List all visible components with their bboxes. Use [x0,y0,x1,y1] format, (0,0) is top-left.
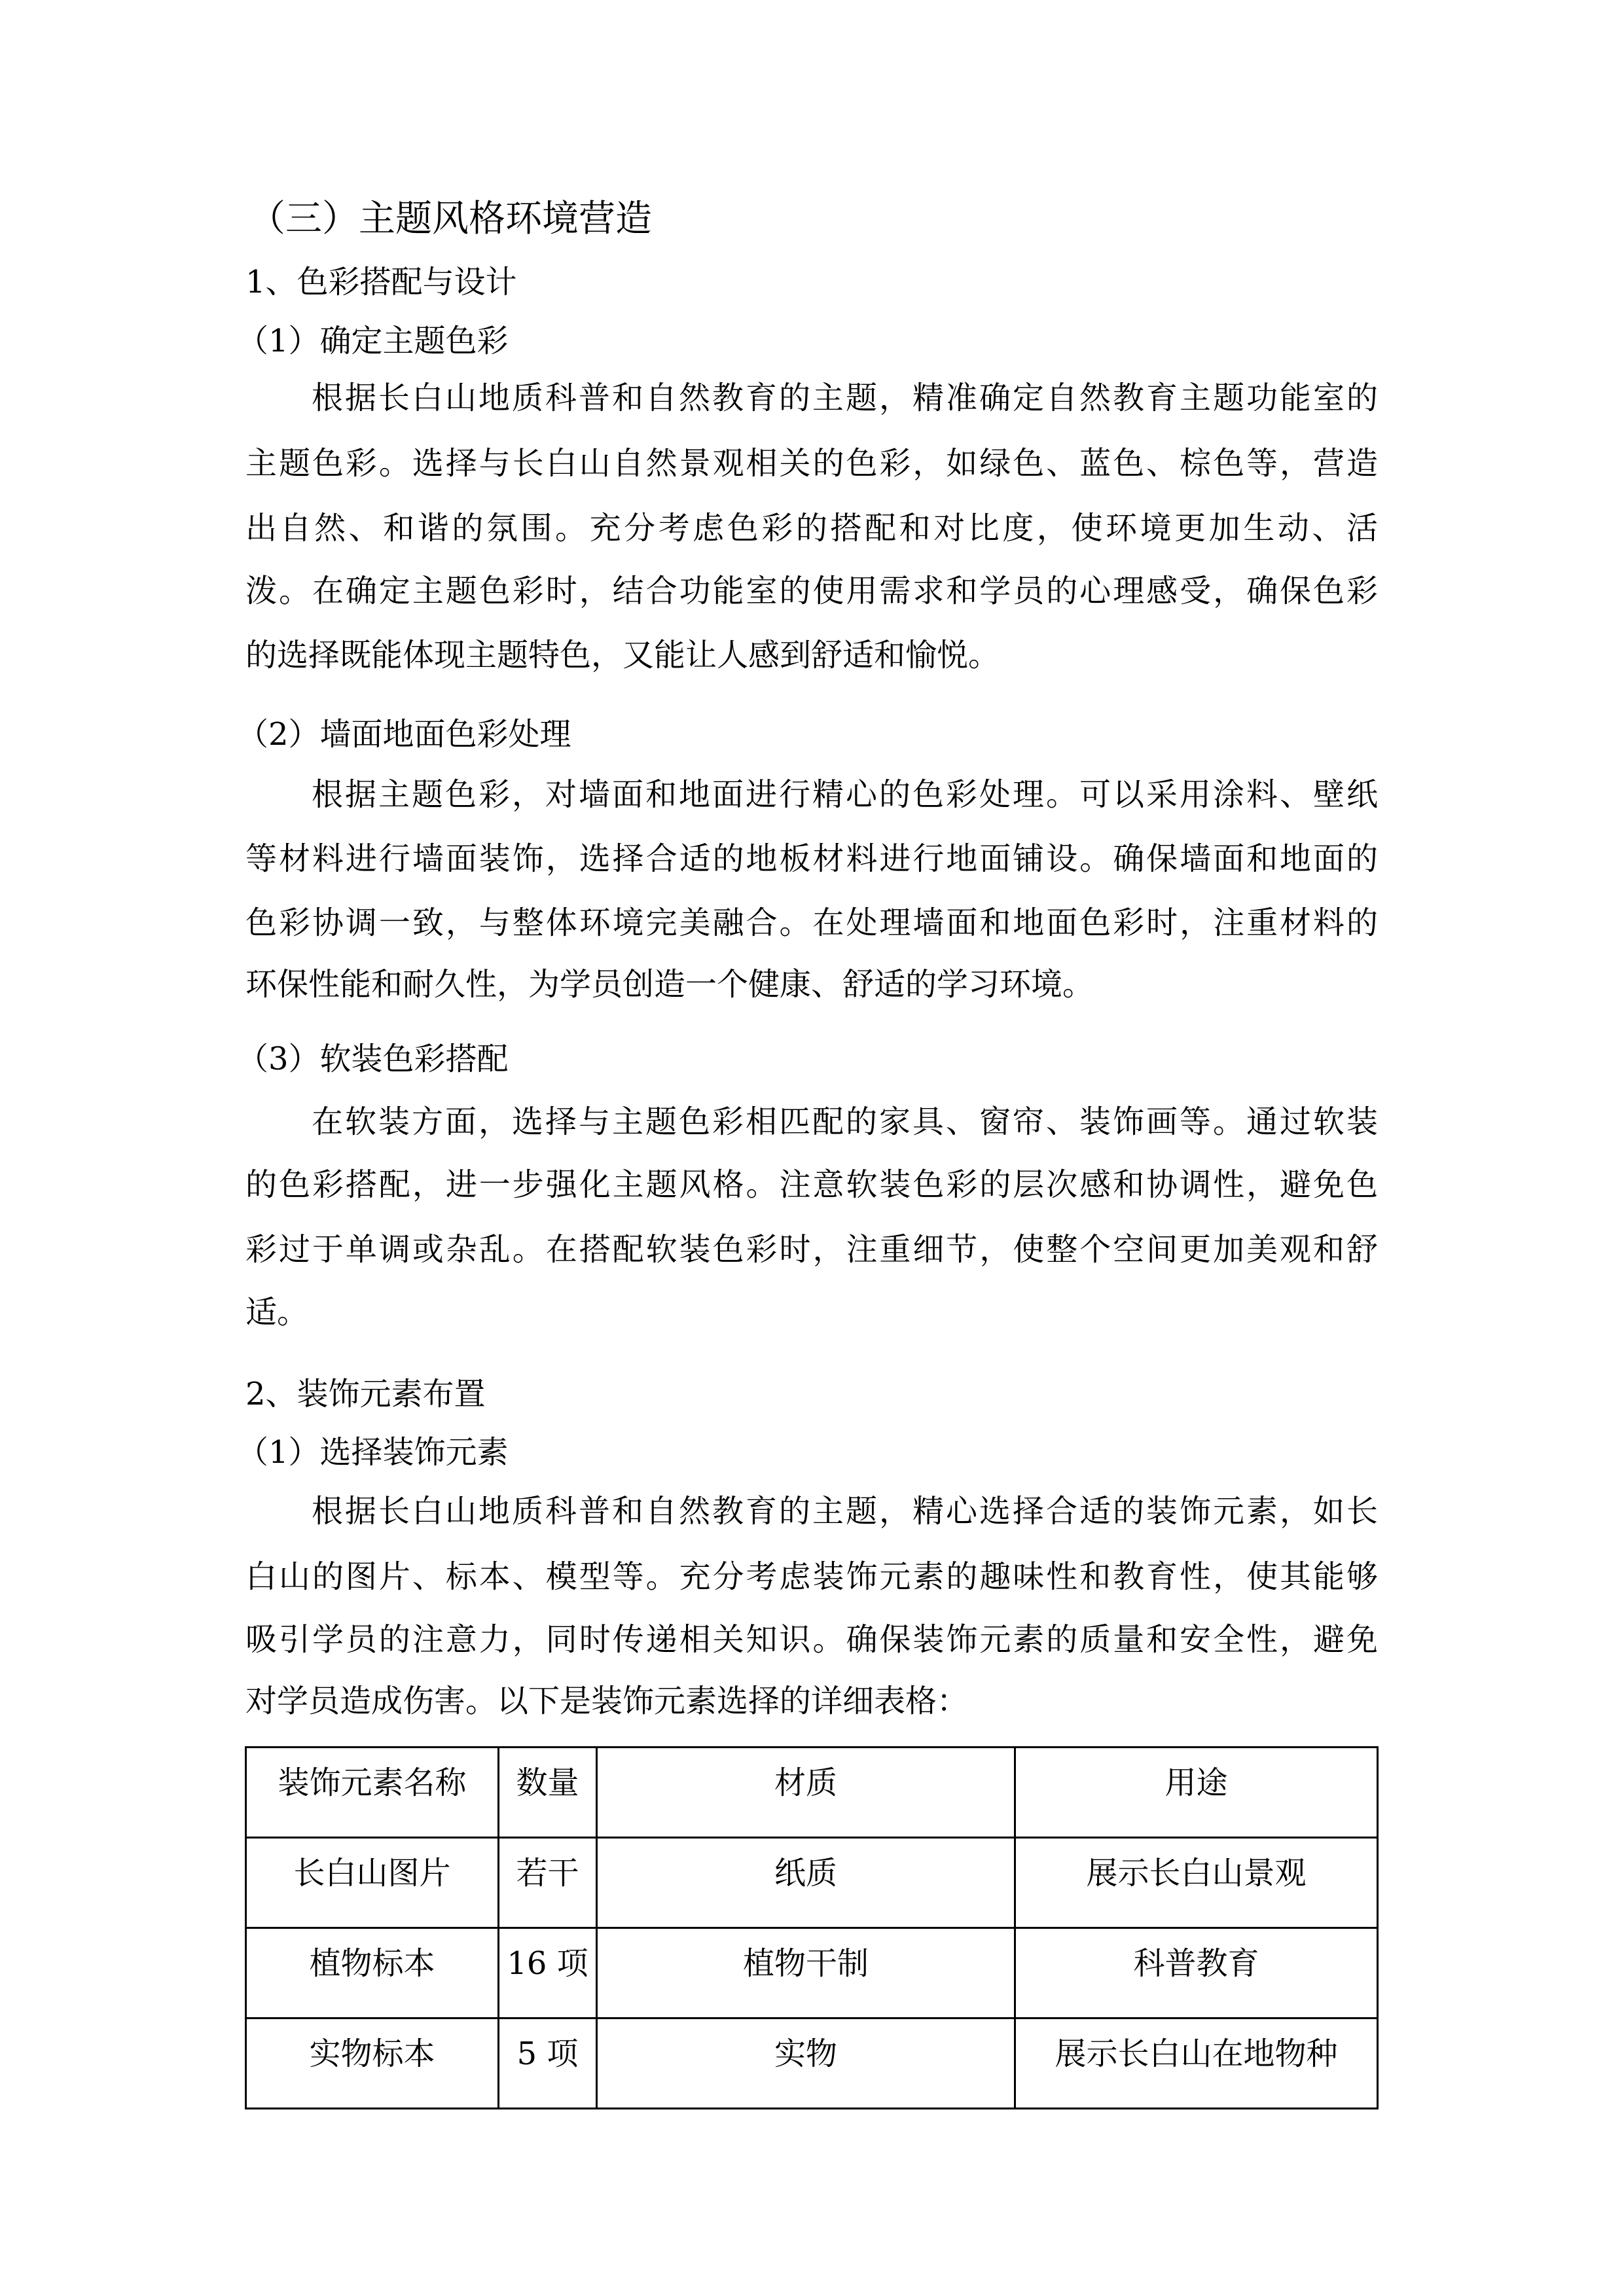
table-cell: 实物 [597,2018,1015,2109]
heading-color-design: 1、色彩搭配与设计 [245,264,517,300]
table-row [246,1928,1378,2018]
subheading-theme-color: （1）确定主题色彩 [237,323,509,359]
paragraph-line: 色彩协调一致，与整体环境完美融合。在处理墙面和地面色彩时，注重材料的 [245,905,1378,941]
heading-decoration: 2、装饰元素布置 [245,1376,486,1412]
section-title: （三）主题风格环境营造 [249,198,652,240]
paragraph-line: 的色彩搭配，进一步强化主题风格。注意软装色彩的层次感和协调性，避免色 [245,1166,1378,1203]
paragraph-line: 环保性能和耐久性，为学员创造一个健康、舒适的学习环境。 [245,966,1094,1003]
header-cell: 数量 [499,1748,597,1838]
header-cell: 用途 [1015,1748,1378,1838]
paragraph-line: 白山的图片、标本、模型等。充分考虑装饰元素的趣味性和教育性，使其能够 [245,1558,1378,1595]
table-header-row [246,1748,1378,1838]
table-cell: 若干 [499,1838,597,1928]
table-cell: 展示长白山景观 [1015,1838,1378,1928]
table-cell: 科普教育 [1015,1928,1378,2018]
header-cell: 材质 [597,1748,1015,1838]
paragraph-line: 吸引学员的注意力，同时传递相关知识。确保装饰元素的质量和安全性，避免 [245,1621,1378,1658]
decoration-elements-table [245,1746,1379,2109]
subheading-wall-floor: （2）墙面地面色彩处理 [237,716,571,753]
paragraph-line: 主题色彩。选择与长白山自然景观相关的色彩，如绿色、蓝色、棕色等，营造 [245,445,1378,482]
subheading-select-elements: （1）选择装饰元素 [237,1434,509,1471]
table-cell: 植物标本 [246,1928,499,2018]
paragraph-line: 的选择既能体现主题特色，又能让人感到舒适和愉悦。 [245,637,1000,673]
table-row [246,1838,1378,1928]
paragraph-line: 泼。在确定主题色彩时，结合功能室的使用需求和学员的心理感受，确保色彩 [245,573,1378,609]
paragraph-line: 彩过于单调或杂乱。在搭配软装色彩时，注重细节，使整个空间更加美观和舒 [245,1231,1378,1268]
subheading-soft-furnishing: （3）软装色彩搭配 [237,1041,509,1077]
paragraph-line: 在软装方面，选择与主题色彩相匹配的家具、窗帘、装饰画等。通过软装 [312,1103,1378,1140]
table-cell: 实物标本 [246,2018,499,2109]
table-cell: 展示长白山在地物种 [1015,2018,1378,2109]
table-cell: 5 项 [499,2018,597,2109]
table-cell: 长白山图片 [246,1838,499,1928]
paragraph-line: 对学员造成伤害。以下是装饰元素选择的详细表格： [245,1683,969,1719]
table-cell: 植物干制 [597,1928,1015,2018]
paragraph-line: 根据长白山地质科普和自然教育的主题，精心选择合适的装饰元素，如长 [312,1493,1378,1530]
paragraph-line: 等材料进行墙面装饰，选择合适的地板材料进行地面铺设。确保墙面和地面的 [245,840,1378,877]
paragraph-line: 适。 [245,1294,309,1331]
table-cell: 16 项 [499,1928,597,2018]
header-cell: 装饰元素名称 [246,1748,499,1838]
paragraph-line: 根据长白山地质科普和自然教育的主题，精准确定自然教育主题功能室的 [312,380,1378,416]
paragraph-line: 出自然、和谐的氛围。充分考虑色彩的搭配和对比度，使环境更加生动、活 [245,510,1378,547]
table-cell: 纸质 [597,1838,1015,1928]
paragraph-line: 根据主题色彩，对墙面和地面进行精心的色彩处理。可以采用涂料、壁纸 [312,776,1378,813]
table-row [246,2018,1378,2109]
